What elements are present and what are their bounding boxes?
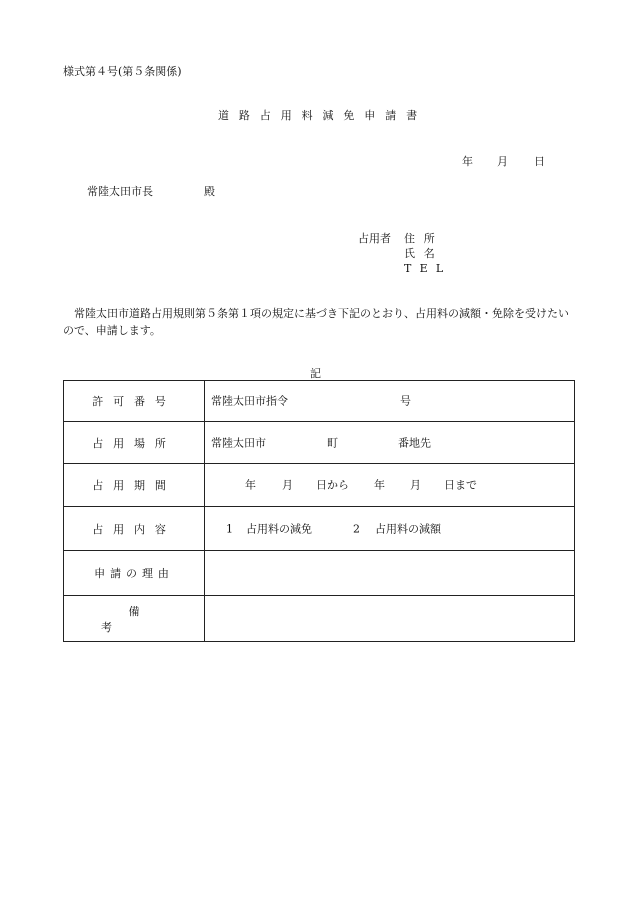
location-lot: 番地先 xyxy=(398,436,431,449)
permit-prefix: 常陸太田市指令 xyxy=(211,394,288,408)
content-value xyxy=(205,507,575,551)
reason-label: 申請の理由 xyxy=(64,551,205,596)
applicant-role: 占用者 xyxy=(358,232,391,245)
period-from-month: 月 xyxy=(282,478,293,492)
applicant-name-label: 氏名 xyxy=(404,247,444,260)
date-year: 年 xyxy=(462,155,473,168)
content-option-1-number: 1 xyxy=(226,522,233,535)
row-period xyxy=(64,464,575,507)
date-month: 月 xyxy=(497,155,508,168)
location-town: 町 xyxy=(327,436,338,449)
form-label: 様式第４号(第５条関係) xyxy=(63,65,182,78)
content-option-2-number: 2 xyxy=(353,522,360,535)
row-remarks xyxy=(64,596,575,642)
period-label: 占用期間 xyxy=(64,464,205,507)
permit-number-value xyxy=(205,381,575,422)
applicant-tel-label: TEL xyxy=(404,262,452,275)
content-label: 占用内容 xyxy=(64,507,205,551)
period-to-month: 月 xyxy=(410,478,421,492)
row-location xyxy=(64,422,575,464)
location-label: 占用場所 xyxy=(64,422,205,464)
row-reason xyxy=(64,551,575,596)
remarks-label: 備考 xyxy=(64,596,205,642)
applicant-address-label: 住所 xyxy=(404,232,444,245)
content-option-1-text: 占用料の減免 xyxy=(246,522,312,535)
permit-number-label: 許可番号 xyxy=(64,381,205,422)
row-permit-number xyxy=(64,381,575,422)
period-from-year: 年 xyxy=(245,478,256,492)
period-to-year: 年 xyxy=(374,478,385,492)
content-option-2-text: 占用料の減額 xyxy=(375,522,441,535)
addressee-honorific: 殿 xyxy=(204,185,215,198)
reason-value[interactable] xyxy=(205,551,575,596)
application-table xyxy=(63,380,575,642)
period-value xyxy=(205,464,575,507)
period-to-day: 日まで xyxy=(444,478,477,492)
location-city: 常陸太田市 xyxy=(211,436,266,449)
body-text: 常陸太田市道路占用規則第５条第１項の規定に基づき下記のとおり、占用料の減額・免除を受けたいので、申請します。 xyxy=(63,307,569,337)
location-value xyxy=(205,422,575,464)
addressee-name: 常陸太田市長 xyxy=(87,185,153,198)
date-day: 日 xyxy=(534,155,545,168)
period-from-day: 日から xyxy=(316,478,349,492)
document-title: 道路占用料減免申請書 xyxy=(218,109,427,122)
permit-suffix: 号 xyxy=(400,394,411,408)
note-heading: 記 xyxy=(310,367,321,380)
row-content xyxy=(64,507,575,551)
remarks-value[interactable] xyxy=(205,596,575,642)
